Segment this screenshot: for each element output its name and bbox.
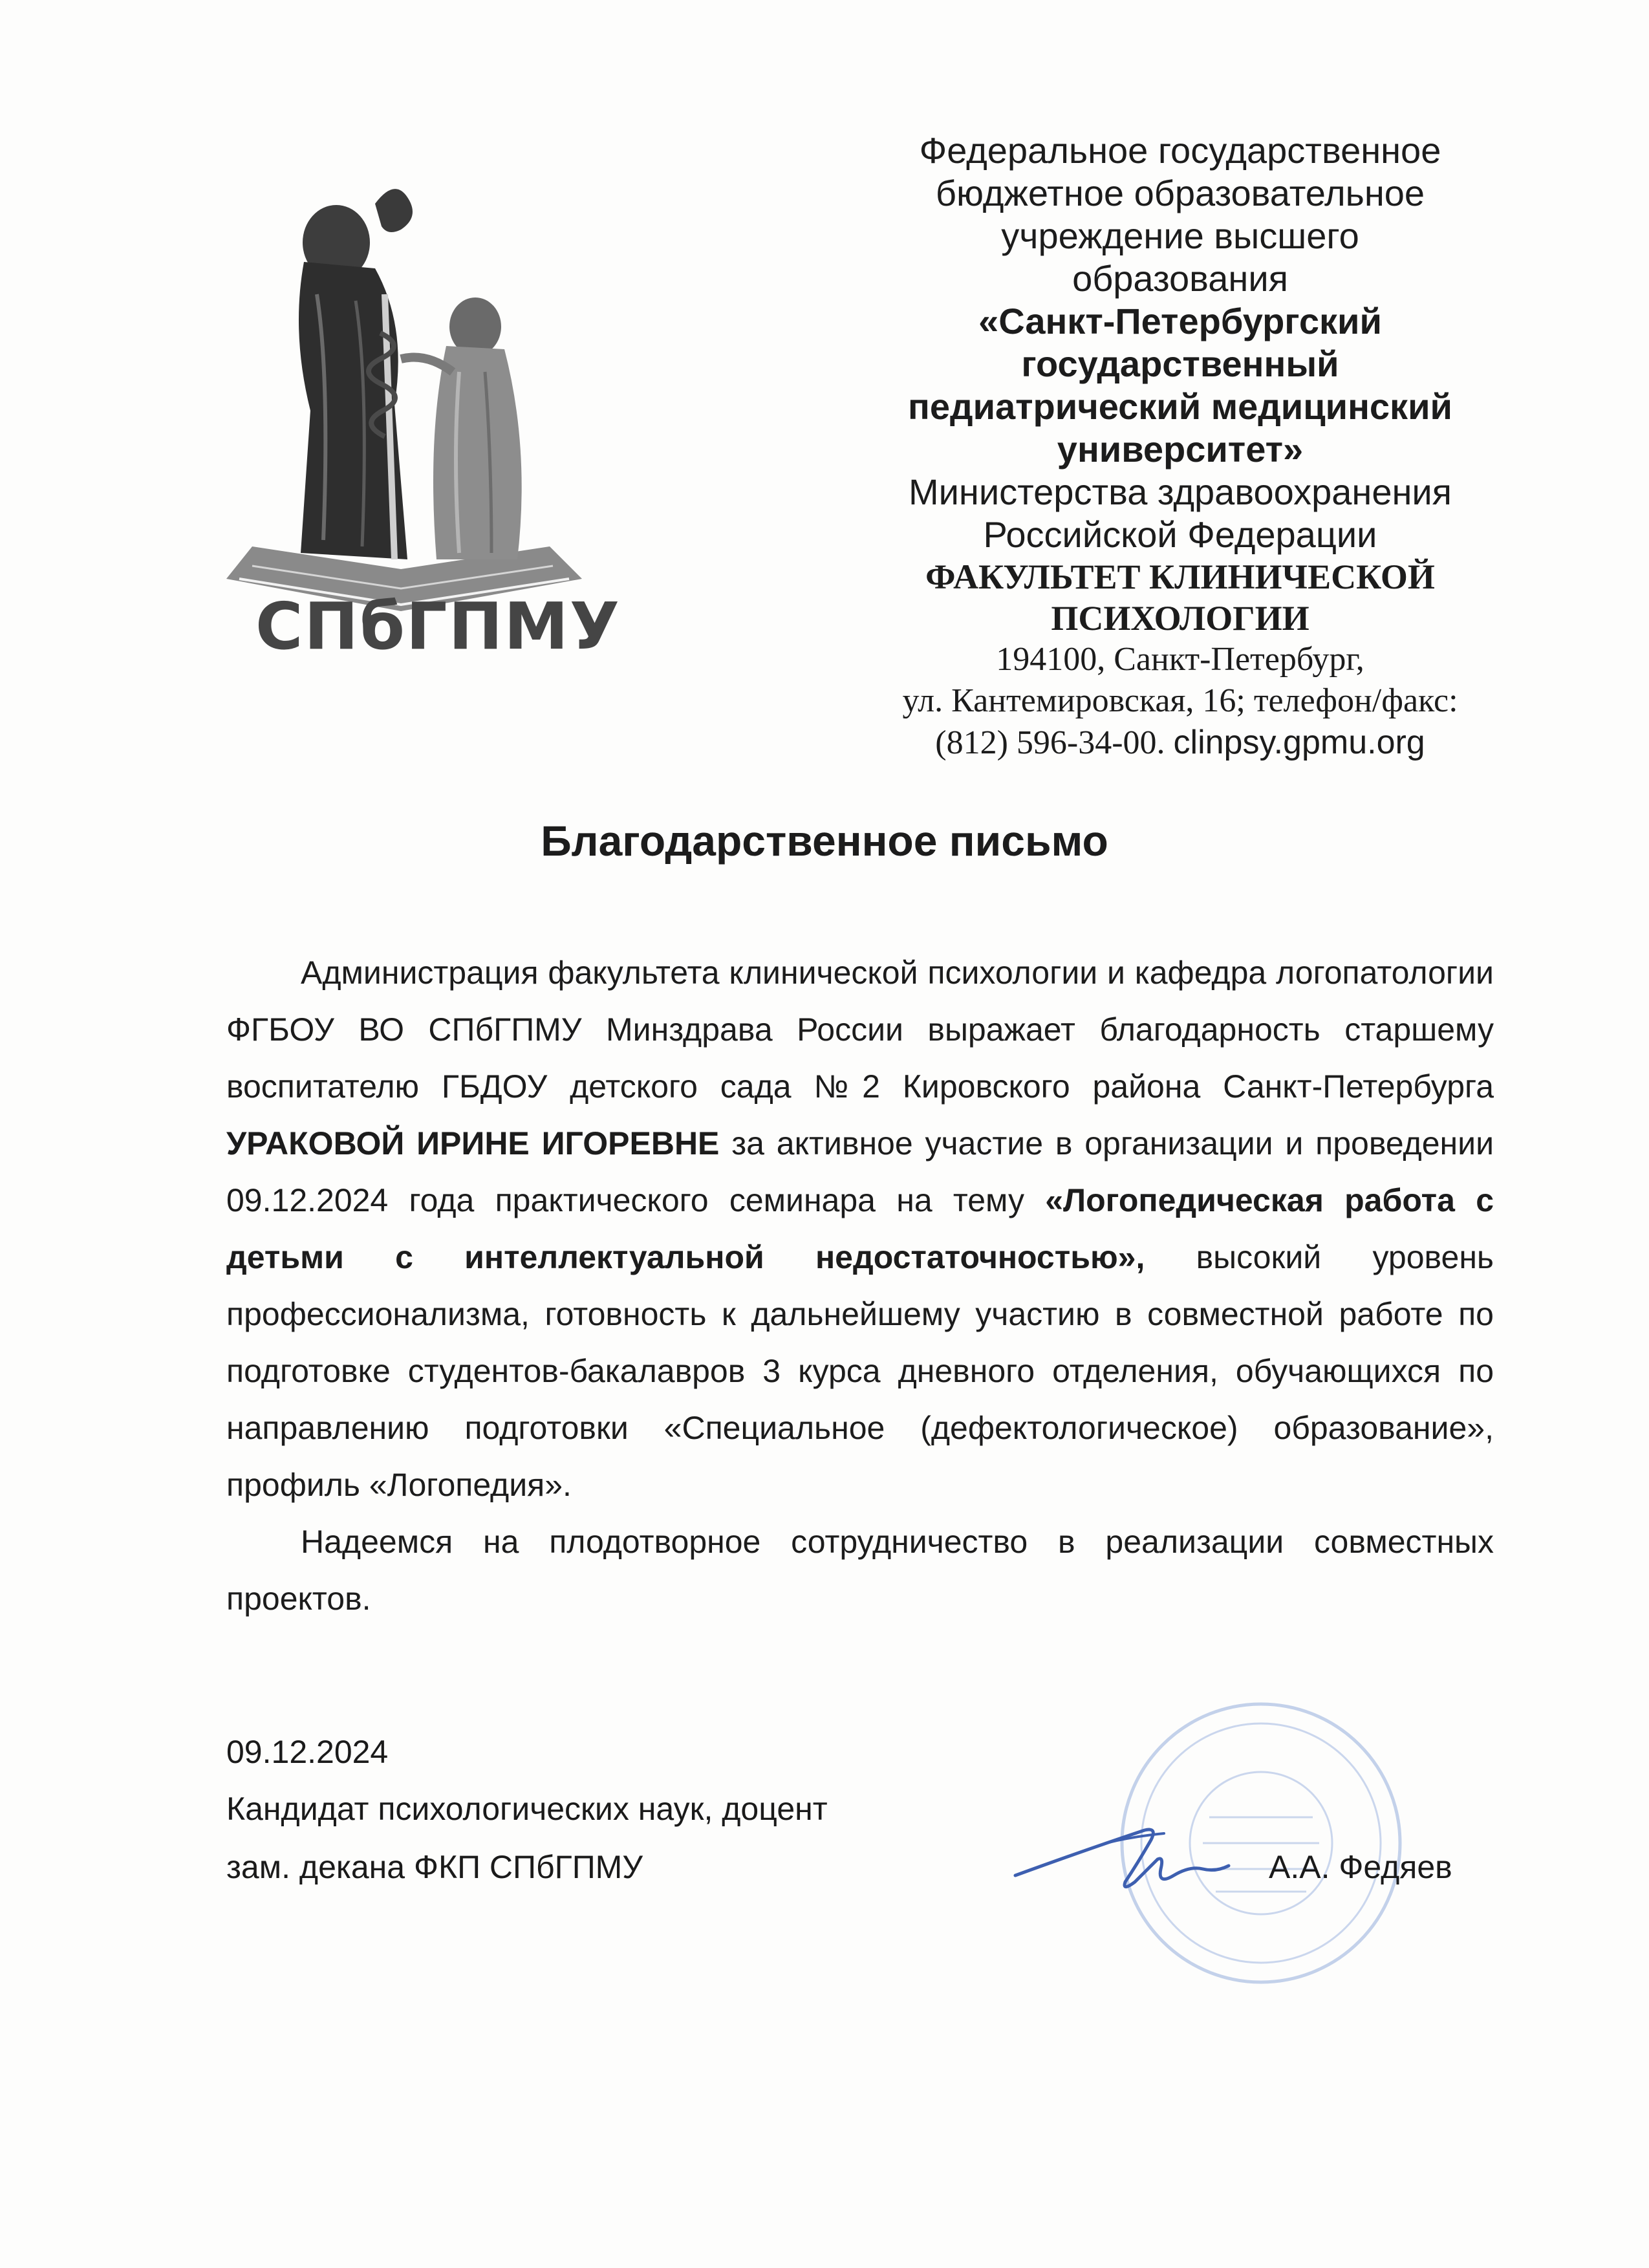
address-line: 194100, Санкт-Петербург, — [996, 641, 1364, 678]
phone-website-line — [841, 722, 1520, 764]
header-line: Федеральное государственное — [919, 130, 1441, 171]
paragraph-text: Администрация факультета клинической психологии и кафедра логопатологии ФГБОУ ВО СПбГПМУ Минздрава России выражает благодарность старшему воспитателю ГБДОУ детского сада №2 Кировского района Санкт-Петербурга — [226, 955, 1494, 1105]
signer-degree: Кандидат психологических наук, доцент — [226, 1791, 828, 1827]
website: clinpsy.gpmu.org — [1173, 724, 1425, 761]
university-name-line: «Санкт-Петербургский — [978, 301, 1382, 341]
header-line: образования — [1072, 258, 1288, 299]
header-line: Министерства здравоохранения — [909, 471, 1452, 512]
university-name-line: педиатрический медицинский — [908, 386, 1452, 427]
signer-position: зам. декана ФКП СПбГПМУ — [226, 1849, 643, 1885]
faculty-name-line: ПСИХОЛОГИИ — [1051, 599, 1310, 638]
letter-paragraph: Надеемся на плодотворное сотрудничество в реализации совместных проектов. — [226, 1524, 1494, 1617]
logo-abbreviation: СПбГПМУ — [255, 589, 621, 664]
university-logo-emblem — [213, 165, 601, 656]
signer-name: А.А. Федяев — [1269, 1849, 1452, 1885]
institution-header — [841, 129, 1520, 764]
address-line: ул. Кантемировская, 16; телефон/факс: — [902, 682, 1458, 719]
handwritten-signature — [1009, 1804, 1255, 1908]
header-line: учреждение высшего — [1001, 215, 1359, 256]
header-line: Российской Федерации — [983, 514, 1377, 555]
letter-body — [226, 944, 1494, 1627]
phone-number: (812) 596-34-00. — [935, 724, 1165, 761]
letter-date: 09.12.2024 — [226, 1734, 389, 1770]
letter-title: Благодарственное письмо — [541, 817, 1108, 865]
faculty-name-line: ФАКУЛЬТЕТ КЛИНИЧЕСКОЙ — [925, 557, 1435, 596]
paragraph-text: высокий уровень профессионализма, готовность к дальнейшему участию в совместной работе по подготовке студентов-бакалавров 3 курса дневного отделения, обучающихся по направлению подготовки «Специальное (дефектологическое) образование», профиль «Логопедия». — [226, 1239, 1494, 1503]
paragraph-text: за активное участие в организации и проведении 09.12.2024 года практического семинара на тему — [226, 1125, 1494, 1218]
header-line: бюджетное образовательное — [935, 173, 1425, 213]
university-name-line: государственный — [1021, 343, 1339, 384]
letter-paragraph — [226, 944, 1494, 1513]
university-name-line: университет» — [1057, 429, 1304, 470]
seminar-topic: «Логопедическая работа с детьми с интеллектуальной недостаточностью», — [226, 1182, 1494, 1275]
recipient-name: УРАКОВОЙ ИРИНЕ ИГОРЕВНЕ — [226, 1125, 720, 1161]
